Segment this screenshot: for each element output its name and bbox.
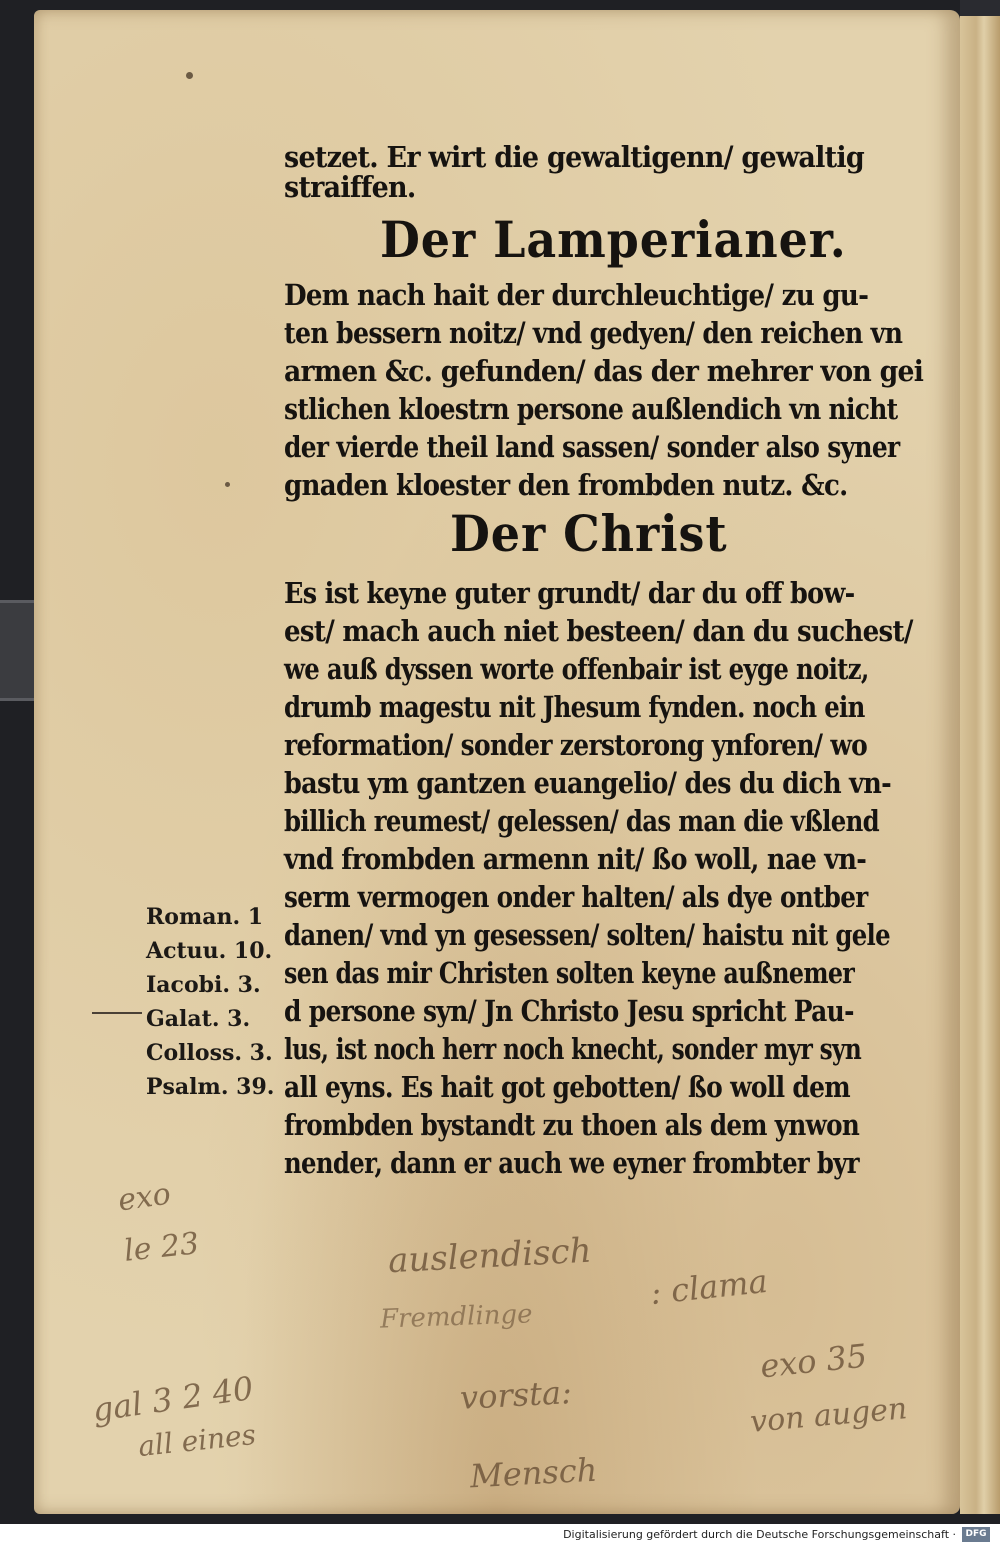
text-line: stlichen kloestrn persone außlendich vn nicht [284, 392, 898, 426]
handwritten-note: vorsta: [459, 1373, 573, 1417]
text-line: d persone syn/ Jn Christo Jesu spricht Pau- [284, 994, 854, 1028]
margin-note: Actuu. 10. [146, 938, 273, 964]
text-line: vnd frombden armenn nit/ ßo woll, nae vn- [284, 842, 867, 876]
margin-note: Iacobi. 3. [146, 972, 261, 998]
text-line: ten bessern noitz/ vnd gedyen/ den reichen vn [284, 316, 903, 350]
text-line: lus, ist noch herr noch knecht, sonder myr syn [284, 1032, 862, 1066]
footer-bar [0, 1524, 1000, 1546]
text-line: billich reumest/ gelessen/ das man die vßlend [284, 804, 879, 838]
section-heading: Der Christ [450, 504, 728, 563]
handwritten-note: all eines [136, 1417, 258, 1464]
text-line: danen/ vnd yn gesessen/ solten/ haistu nit gele [284, 918, 890, 952]
text-line: nender, dann er auch we eyner frombter byr [284, 1146, 859, 1180]
margin-note: Galat. 3. [146, 1006, 251, 1032]
dfg-logo: DFG [962, 1527, 990, 1542]
text-line: setzet. Er wirt die gewaltigenn/ gewaltig [284, 140, 864, 174]
section-heading: Der Lamperianer. [380, 210, 847, 269]
handwritten-note: von augen [748, 1391, 909, 1440]
handwritten-note: Mensch [469, 1450, 599, 1496]
handwritten-note: auslendisch [387, 1230, 593, 1282]
handwritten-note: gal 3 2 40 [90, 1368, 256, 1430]
opening-text [284, 138, 908, 206]
ink-spot [186, 72, 193, 79]
text-line: Dem nach hait der durchleuchtige/ zu gu- [284, 278, 869, 312]
margin-note: Psalm. 39. [146, 1074, 275, 1100]
section-body [284, 276, 1000, 504]
text-line: all eyns. Es hait got gebotten/ ßo woll dem [284, 1070, 851, 1104]
text-line: bastu ym gantzen euangelio/ des du dich vn- [284, 766, 891, 800]
digitization-credit: Digitalisierung gefördert durch die Deutsche Forschungsgemeinschaft · [563, 1528, 956, 1541]
text-line: frombden bystandt zu thoen als dem ynwon [284, 1108, 860, 1142]
text-line: est/ mach auch niet besteen/ dan du suchest/ [284, 614, 913, 648]
text-line: armen &c. gefunden/ das der mehrer von gei [284, 354, 924, 388]
margin-note: Colloss. 3. [146, 1040, 273, 1066]
text-line: drumb magestu nit Jhesum fynden. noch ein [284, 690, 865, 724]
text-line: Es ist keyne guter grundt/ dar du off bow- [284, 576, 855, 610]
text-line: gnaden kloester den frombden nutz. &c. [284, 468, 848, 502]
text-line: serm vermogen onder halten/ als dye ontber [284, 880, 868, 914]
margin-rule [92, 1012, 142, 1014]
top-gutter [960, 0, 1000, 16]
text-line: sen das mir Christen solten keyne außnemer [284, 956, 855, 990]
ink-spot [225, 482, 230, 487]
handwritten-note: exo 35 [758, 1336, 869, 1386]
text-line: straiffen. [284, 170, 416, 204]
text-line: reformation/ sonder zerstorong ynforen/ wo [284, 728, 868, 762]
handwritten-note: : clama [648, 1261, 770, 1313]
text-line: der vierde theil land sassen/ sonder also syner [284, 430, 900, 464]
handwritten-note: exo [115, 1176, 173, 1219]
margin-note: Roman. 1 [146, 904, 264, 930]
section-body [284, 574, 1000, 1182]
handwritten-note: le 23 [122, 1226, 201, 1269]
text-line: we auß dyssen worte offenbair ist eyge noitz, [284, 652, 869, 686]
margin-references [146, 900, 274, 1104]
handwritten-note: Fremdlinge [379, 1299, 534, 1335]
